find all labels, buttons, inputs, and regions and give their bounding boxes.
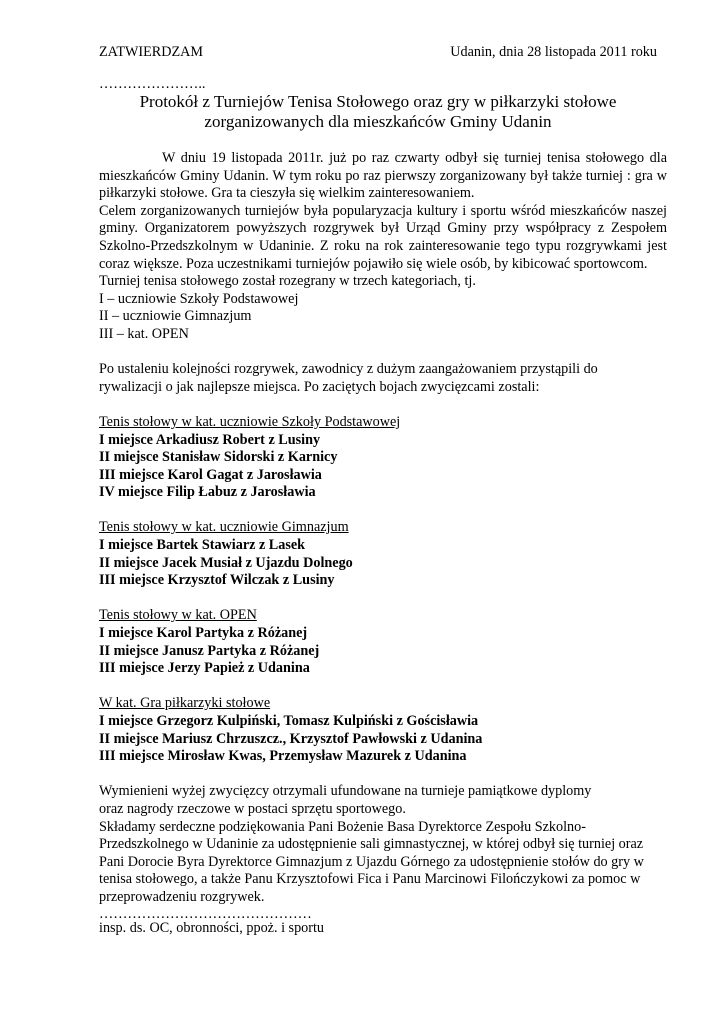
intro-block (99, 150, 667, 907)
category-item: II – uczniowie Gimnazjum (99, 308, 252, 325)
results-intro: Po ustaleniu kolejności rozgrywek, zawodnicy z dużym zaangażowaniem przystąpili do rywalizacji o jak najlepsze miejsca. Po zaciętych bojach zwycięzcami zostali: (99, 361, 598, 395)
result-line: II miejsce Janusz Partyka z Różanej (99, 642, 320, 659)
section-table-football (99, 695, 667, 765)
result-line: III miejsce Jerzy Papież z Udanina (99, 660, 310, 677)
section-primary-school (99, 414, 667, 502)
result-line: III miejsce Mirosław Kwas, Przemysław Mazurek z Udanina (99, 748, 467, 765)
document-title (99, 92, 657, 132)
closing-paragraph-2: Składamy serdeczne podziękowania Pani Bożenie Basa Dyrektorce Zespołu Szkolno-Przedszkolnego w Udaninie za udostępnienie sali gimnastycznej, w której odbył się turniej oraz Pani Dorocie Byra Dyrektorce Gimnazjum z Ujazdu Górnego za udostępnienie stołów do gry w tenisa stołowego, a także Panu Krzysztofowi Fica i Panu Marcinowi Filończykowi za pomoc w przeprowadzeniu rozgrywek. (99, 818, 644, 905)
result-line: I miejsce Bartek Stawiarz z Lasek (99, 537, 306, 554)
result-line: II miejsce Jacek Musiał z Ujazdu Dolnego (99, 554, 353, 571)
closing-paragraph-1: Wymienieni wyżej zwycięzcy otrzymali ufundowane na turnieje pamiątkowe dyplomy oraz nagrody rzeczowe w postaci sprzętu sportowego. (99, 783, 592, 817)
signature-line: ……………………………………… (99, 906, 312, 922)
result-line: I miejsce Karol Partyka z Różanej (99, 625, 308, 642)
section-heading: Tenis stołowy w kat. uczniowie Gimnazjum (99, 519, 349, 536)
title-line-2: zorganizowanych dla mieszkańców Gminy Udanin (204, 112, 552, 131)
category-item: I – uczniowie Szkoły Podstawowej (99, 290, 299, 307)
section-heading: W kat. Gra piłkarzyki stołowe (99, 695, 271, 712)
result-line: I miejsce Arkadiusz Robert z Lusiny (99, 431, 321, 448)
result-line: II miejsce Stanisław Sidorski z Karnicy (99, 449, 338, 466)
result-line: I miejsce Grzegorz Kulpiński, Tomasz Kulpiński z Gościsławia (99, 713, 479, 729)
place-date: Udanin, dnia 28 listopada 2011 roku (450, 44, 657, 60)
approval-label: ZATWIERDZAM (99, 44, 204, 60)
section-heading: Tenis stołowy w kat. OPEN (99, 607, 257, 624)
result-line: III miejsce Karol Gagat z Jarosławia (99, 466, 322, 483)
approval-signature-line: ………………….. (99, 76, 206, 92)
section-gymnasium (99, 519, 667, 589)
intro-paragraph-3: Turniej tenisa stołowego został rozegrany w trzech kategoriach, tj. (99, 273, 476, 290)
document-header (99, 44, 657, 62)
result-line: IV miejsce Filip Łabuz z Jarosławia (99, 484, 316, 501)
result-line: III miejsce Krzysztof Wilczak z Lusiny (99, 572, 335, 589)
signature-role: insp. ds. OC, obronności, ppoż. i sportu (99, 920, 325, 936)
intro-paragraph-1: W dniu 19 listopada 2011r. już po raz czwarty odbył się turniej tenisa stołowego dla mieszkańców Gminy Udanin. W tym roku po raz pierwszy zorganizowany był także turniej : gra w piłkarzyki stołowe. Gra ta cieszyła się wielkim zainteresowaniem. (99, 150, 667, 202)
result-line: II miejsce Mariusz Chrzuszcz., Krzysztof Pawłowski z Udanina (99, 730, 483, 747)
category-item: III – kat. OPEN (99, 325, 189, 342)
intro-paragraph-2: Celem zorganizowanych turniejów była popularyzacja kultury i sportu wśród mieszkańców naszej gminy. Organizatorem powyższych rozgrywek był Urząd Gminy przy współpracy z Zespołem Szkolno-Przedszkolnym w Udaninie. Z roku na rok zainteresowanie tego typu rozgrywkami jest coraz większe. Poza uczestnikami turniejów pojawiło się wiele osób, by kibicować sportowcom. (99, 202, 667, 272)
section-heading: Tenis stołowy w kat. uczniowie Szkoły Podstawowej (99, 413, 401, 430)
section-open (99, 607, 667, 677)
title-line-1: Protokół z Turniejów Tenisa Stołowego oraz gry w piłkarzyki stołowe (139, 92, 617, 111)
